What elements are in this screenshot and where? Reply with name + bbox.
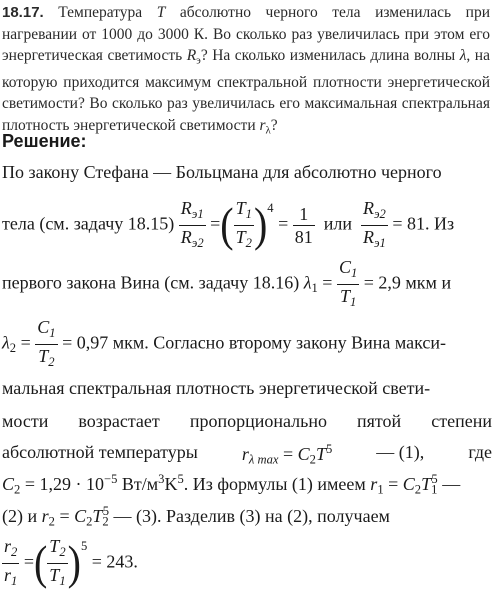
- solution-line-9: (2) и $r_2 = C_2T_2^5$ — (3). Разделив (3) на (2), получаем: [2, 504, 390, 529]
- problem-statement: 18.17. Температура T абсолютно черного тела изменилась при нагревании от 1000 до 3000 К. Во сколько раз увеличилась при этом его энергетическая светимость $R_э$? На сколько изменилась длина волны λ, на которую приходится максимум спектральной плотности энергетической светимости? Во сколько раз увеличилась его максимальная спектральная плотность энергетической светимости $r_\lambda$?: [2, 4, 490, 136]
- solution-line-10: $\frac{r_2}{r_1}$ =( $\frac{T_2}{T_1}$ )$^5$ = 243.: [4, 535, 138, 590]
- solution-line-4: $\lambda_2$ = $\frac{C_1}{T_2}$ = 0,97 мкм. Согласно второму закону Вина макси-: [2, 316, 492, 373]
- fraction-r2-r1: $\frac{R_{э2}}{R_{э1}}$: [362, 198, 386, 250]
- solution-heading: Решение:: [2, 131, 87, 151]
- problem-number: 18.17.: [2, 4, 44, 21]
- fraction-t1-t2: $\frac{T_1}{T_2}$: [235, 198, 252, 250]
- fraction-c1-t2: $\frac{C_1}{T_2}$: [37, 317, 56, 369]
- solution-line-3: первого закона Вина (см. задачу 18.16) $\lambda_1$ = $\frac{C_1}{T_1}$ = 2,9 мкм и: [2, 256, 492, 313]
- fraction-t2-t1: $\frac{T_2}{T_1}$: [49, 536, 66, 588]
- solution-line-8: $C_2 = 1,29 \cdot 10^{-5}$ $Вт/м^3K^5$. Из формулы (1) имеем $r_1 = C_2T_1^5$ —: [2, 472, 461, 497]
- fraction-r1-r2: $\frac{R_{э1}}{R_{э2}}$: [180, 198, 204, 250]
- solution-line-2: тела (см. задачу 18.15) $\frac{R_{э1}}{R_{э2}}$ =( $\frac{T_1}{T_2}$ )$^4$ = $\frac{1}{81}$ или $\frac{R_{э2}}{R_{э1}}$ = 81. Из: [2, 197, 455, 252]
- solution-line-1: По закону Стефана — Больцмана для абсолютно черного: [2, 162, 442, 182]
- solution-line-5: мальная спектральная плотность энергетической свети-: [2, 378, 431, 398]
- solution-line-6: мости возрастает пропорционально пятой степени: [2, 411, 492, 431]
- fraction-c1-t1: $\frac{C_1}{T_1}$: [338, 257, 358, 309]
- solution-line-7: абсолютной температуры $r_{\lambda max} = C_2T^5$ — (1), где: [2, 442, 492, 467]
- fraction-one-81: $\frac{1}{81}$: [294, 203, 313, 247]
- fraction-r2-r1-small: $\frac{r_2}{r_1}$: [4, 536, 18, 588]
